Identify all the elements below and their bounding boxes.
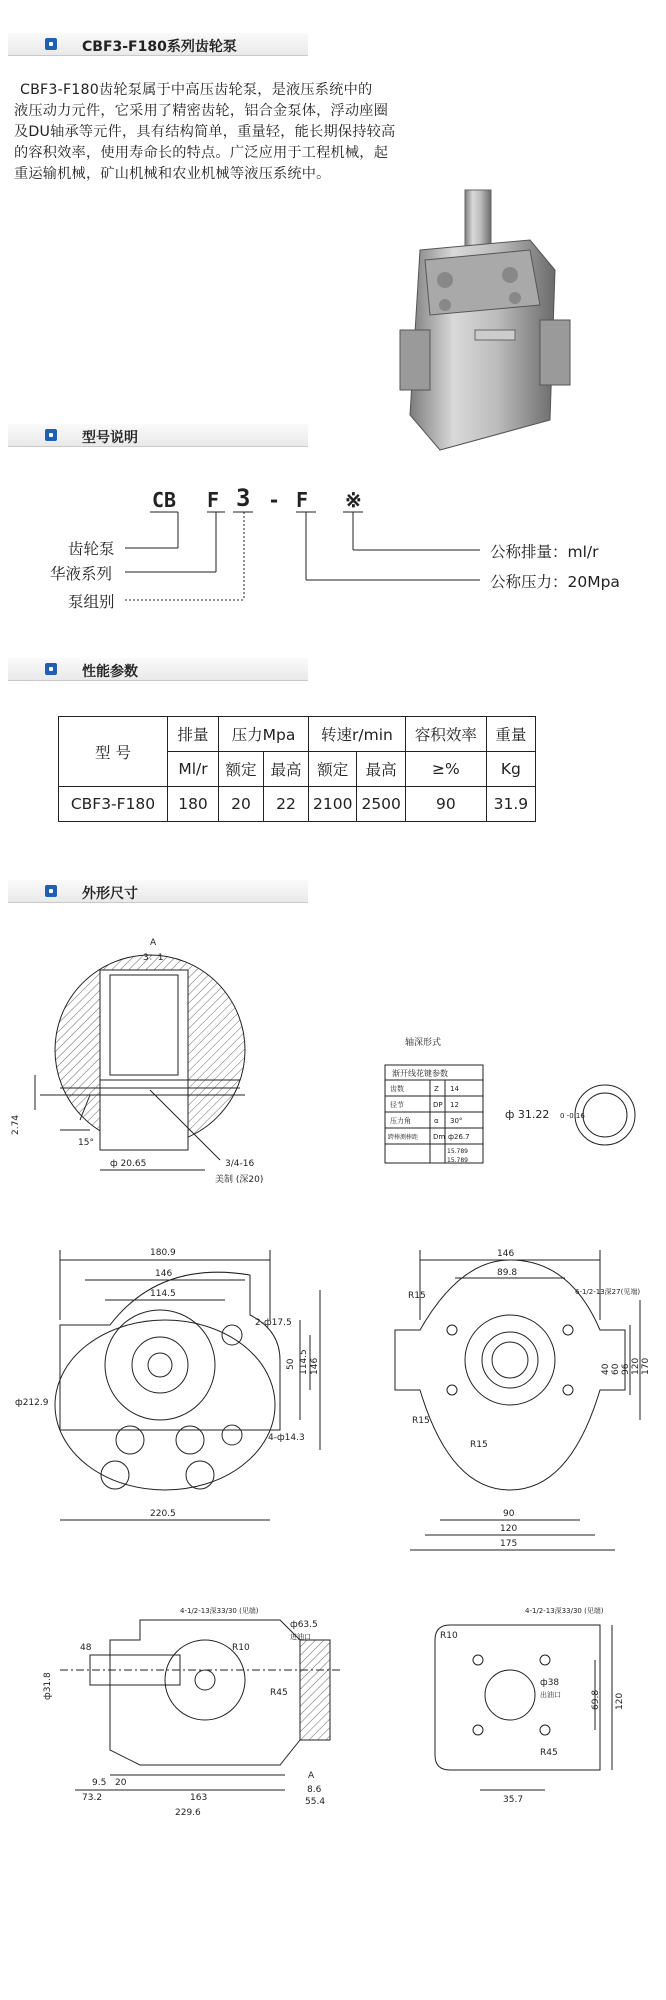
table-cell: 2100 <box>309 787 357 822</box>
table-cell: 2500 <box>357 787 405 822</box>
code-f2: F <box>296 488 309 512</box>
dim-v120: 120 <box>631 1357 641 1375</box>
dim-port-r45: R45 <box>540 1748 558 1758</box>
section-title: CBF3-F180系列齿轮泵 <box>82 39 237 55</box>
spline-head: 渐开线花键参数 <box>392 1069 448 1078</box>
dim-v96: 96 <box>621 1363 631 1375</box>
th-displacement: 排量 <box>168 717 219 752</box>
dim-port-note: 出油口 <box>540 1691 561 1699</box>
spline-row: ф26.7 <box>448 1133 470 1141</box>
intro-line: 重运输机械，矿山机械和农业机械等液压系统中。 <box>14 166 331 182</box>
spline-row: Dm <box>433 1133 446 1141</box>
dim-port-phi38: ф38 <box>540 1678 560 1688</box>
dim-r15a: R15 <box>408 1291 426 1301</box>
intro-line: 及DU轴承等元件，具有结构简单，重量轻，能长期保持较高 <box>14 124 396 140</box>
dim-side-note: 进油口 <box>290 1633 311 1641</box>
spline-row: 压力角 <box>390 1117 411 1125</box>
th-speed: 转速r/min <box>309 717 406 752</box>
spline-row: 跨棒测棒距 <box>388 1134 419 1141</box>
dim-side-a: A <box>308 1771 315 1781</box>
dim-1809: 180.9 <box>150 1248 176 1258</box>
unit-max-speed: 最高 <box>357 752 405 787</box>
spline-row: 30° <box>450 1117 463 1125</box>
spline-title: 轴深形式 <box>405 1038 442 1048</box>
bullet-icon <box>45 663 57 675</box>
dim-v1145: 114.5 <box>299 1349 309 1375</box>
detail-scale: 3：1 <box>143 953 164 963</box>
dim-side-20: 20 <box>115 1778 127 1788</box>
dim-side-2296: 229.6 <box>175 1808 201 1818</box>
dim-v146: 146 <box>310 1357 320 1375</box>
dim-v60: 60 <box>611 1363 621 1375</box>
spline-row: 12 <box>450 1101 459 1109</box>
section-header-dimensions <box>8 880 308 903</box>
section-header-intro <box>8 33 308 56</box>
spline-table <box>385 1065 483 1163</box>
spline-row: 14 <box>450 1085 459 1093</box>
spline-extra: 15.789 <box>447 1157 468 1164</box>
dim-side-48: 48 <box>80 1643 92 1653</box>
dim-r15c: R15 <box>470 1440 488 1450</box>
spline-dia: ф 31.22 <box>505 1108 550 1121</box>
code-f: F <box>207 488 220 512</box>
spline-extra: 15.789 <box>447 1148 468 1155</box>
unit-displacement: Ml/r <box>168 752 219 787</box>
unit-weight: Kg <box>486 752 535 787</box>
dim-rear-898: 89.8 <box>497 1268 518 1278</box>
intro-text <box>14 80 414 185</box>
label-displacement: 公称排量：ml/r <box>490 543 599 561</box>
dim-port-thread: 4-1/2-13深33/30 (见端) <box>525 1607 604 1615</box>
dim-angle: 15° <box>78 1138 94 1148</box>
dim-rear-thread: 6-1/2-13深27(见端) <box>575 1288 641 1296</box>
product-image <box>390 180 580 465</box>
dim-hole-175: 2-ф17.5 <box>255 1318 292 1328</box>
intro-line: CBF3-F180齿轮泵属于中高压齿轮泵，是液压系统中的 <box>20 82 373 98</box>
dim-v170: 170 <box>641 1357 651 1375</box>
dim-port-r10: R10 <box>440 1631 458 1641</box>
unit-rated-pressure: 额定 <box>219 752 264 787</box>
section-header-model <box>8 424 308 447</box>
label-series: 华液系列 <box>50 565 113 583</box>
unit-max-pressure: 最高 <box>264 752 309 787</box>
dim-side-r10: R10 <box>232 1643 250 1653</box>
section-title: 外形尺寸 <box>82 886 138 902</box>
dim-side-95: 9.5 <box>92 1778 107 1788</box>
dim-r15b: R15 <box>412 1416 430 1426</box>
dim-side-732: 73.2 <box>82 1793 103 1803</box>
label-gear-pump: 齿轮泵 <box>68 540 115 558</box>
th-pressure: 压力Mpa <box>219 717 309 752</box>
dim-side-86: 8.6 <box>307 1785 322 1795</box>
table-cell: 20 <box>219 787 264 822</box>
dim-side-thread: 4-1/2-13深33/30 (见端) <box>180 1607 259 1615</box>
dim-side-phi635: ф63.5 <box>290 1620 318 1630</box>
bullet-icon <box>45 429 57 441</box>
code-dash: - <box>268 488 281 512</box>
spline-row: α <box>434 1117 439 1125</box>
dim-side-163: 163 <box>190 1793 208 1803</box>
th-model: 型 号 <box>59 717 168 787</box>
bullet-icon <box>45 885 57 897</box>
port-view <box>435 1625 612 1790</box>
dim-port-357: 35.7 <box>503 1795 524 1805</box>
unit-rated-speed: 额定 <box>309 752 357 787</box>
dimension-drawings <box>0 920 666 2000</box>
spline-row: Z <box>434 1085 439 1093</box>
dim-1145: 114.5 <box>150 1289 176 1299</box>
table-cell: 22 <box>264 787 309 822</box>
intro-line: 液压动力元件，它采用了精密齿轮，铝合金泵体，浮动座圈 <box>14 103 389 119</box>
bullet-icon <box>45 38 57 50</box>
dim-rear-120: 120 <box>500 1524 518 1534</box>
dim-hole-143: 4-ф14.3 <box>268 1433 305 1443</box>
dim-phi-2129: ф212.9 <box>15 1398 49 1408</box>
dim-side-554: 55.4 <box>305 1797 326 1807</box>
dim-v50: 50 <box>286 1358 296 1370</box>
dim-146: 146 <box>155 1269 173 1279</box>
section-header-perf <box>8 658 308 681</box>
table-cell: CBF3-F180 <box>59 787 168 822</box>
table-cell: 31.9 <box>486 787 535 822</box>
dim-274: 2.74 <box>11 1114 21 1135</box>
side-view <box>60 1620 340 1790</box>
dim-side-r45: R45 <box>270 1688 288 1698</box>
section-title: 性能参数 <box>82 664 138 680</box>
code-cb: CB <box>152 488 177 512</box>
unit-efficiency: ≥% <box>405 752 486 787</box>
dim-rear-175: 175 <box>500 1539 518 1549</box>
label-pressure: 公称压力：20Mpa <box>490 573 620 591</box>
spline-tol: 0 -0.16 <box>560 1112 585 1120</box>
table-cell: 180 <box>168 787 219 822</box>
spline-row: DP <box>433 1101 443 1109</box>
detail-label-a: A <box>150 938 157 948</box>
dim-rear-146: 146 <box>497 1249 515 1259</box>
dim-rear-90: 90 <box>503 1509 515 1519</box>
code-3: 3 <box>236 484 251 512</box>
dim-side-phi1: ф31.8 <box>43 1672 53 1700</box>
th-efficiency: 容积效率 <box>405 717 486 752</box>
dim-port-120: 120 <box>615 1692 625 1710</box>
intro-line: 的容积效率，使用寿命长的特点。广泛应用于工程机械，起 <box>14 145 389 161</box>
dim-v40: 40 <box>601 1363 611 1375</box>
section-title: 型号说明 <box>82 430 138 446</box>
performance-table <box>58 716 536 822</box>
spline-row: 径节 <box>390 1101 404 1109</box>
dim-2205: 220.5 <box>150 1509 176 1519</box>
detail-a-view <box>35 955 245 1170</box>
dim-port-698: 69.8 <box>591 1689 601 1710</box>
dim-thread-note: 美制 (深20) <box>215 1175 264 1185</box>
th-weight: 重量 <box>486 717 535 752</box>
dim-dia-2065: ф 20.65 <box>110 1159 147 1169</box>
dim-thread: 3/4-16 <box>225 1159 255 1169</box>
front-view <box>55 1250 320 1520</box>
code-mark: ※ <box>345 488 362 512</box>
spline-row: 齿数 <box>390 1085 404 1093</box>
table-cell: 90 <box>405 787 486 822</box>
label-group: 泵组别 <box>68 593 115 611</box>
